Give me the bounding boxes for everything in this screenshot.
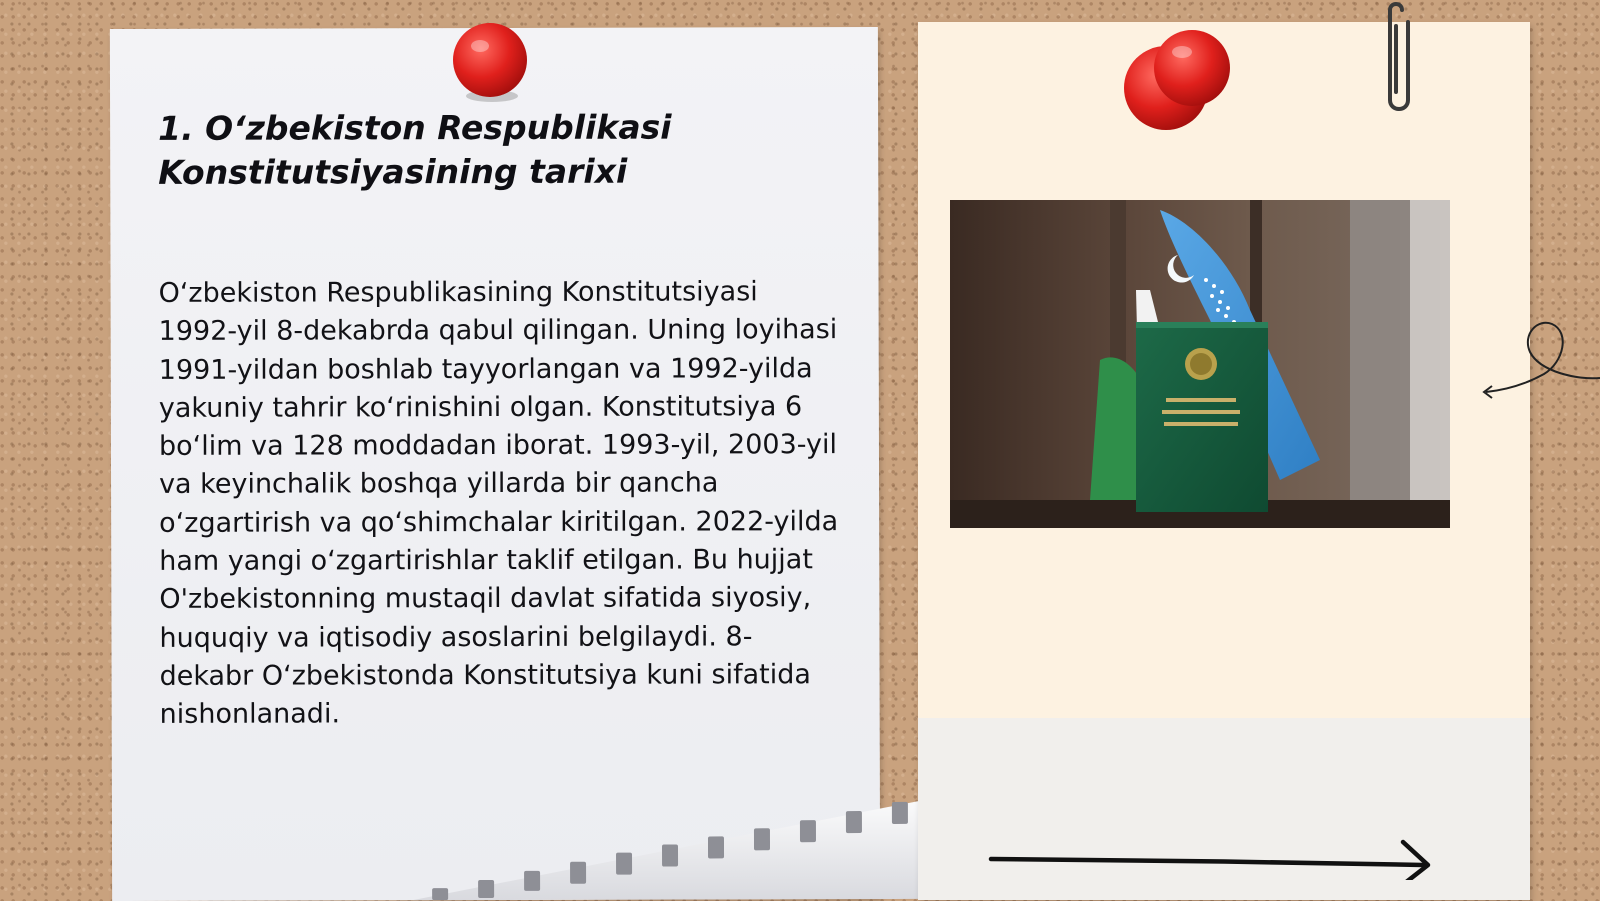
push-pin-icon bbox=[1122, 28, 1232, 138]
constitution-book-with-flag-photo-icon bbox=[950, 200, 1450, 528]
slide-body-text: O‘zbekiston Respublikasining Konstitutsiyasi 1992-yil 8-dekabrda qabul qilingan. Uning loyihasi 1991-yildan boshlab tayyorlangan va 1992-yilda yakuniy tahrir ko‘rinishini olgan. Konstitutsiya 6 bo‘lim va 128 moddadan iborat. 1993-yil, 2003-yil va keyinchalik boshqa yillarda bir qancha o‘zgartirish va qo‘shimchalar kiritilgan. 2022-yilda ham yangi o‘zgartirishlar taklif etilgan. Bu hujjat O'zbekistonning mustaqil davlat sifatida siyosiy, huquqiy va iqtisodiy asoslarini belgilaydi. 8-dekabr O‘zbekistonda Konstitutsiya kuni sifatida nishonlanadi. bbox=[158, 276, 839, 731]
right-paper-note bbox=[918, 22, 1530, 900]
push-pin-icon bbox=[452, 22, 532, 104]
torn-paper-edge bbox=[412, 789, 992, 901]
paper-clip-icon bbox=[1372, 0, 1420, 125]
constitution-photo bbox=[950, 200, 1450, 528]
squiggle-arrow-icon bbox=[1478, 310, 1600, 410]
right-arrow-icon[interactable] bbox=[985, 830, 1445, 880]
left-paper-note bbox=[110, 27, 880, 901]
slide-title: 1. O‘zbekiston Respublikasi Konstitutsiyasining tarixi bbox=[158, 107, 672, 192]
